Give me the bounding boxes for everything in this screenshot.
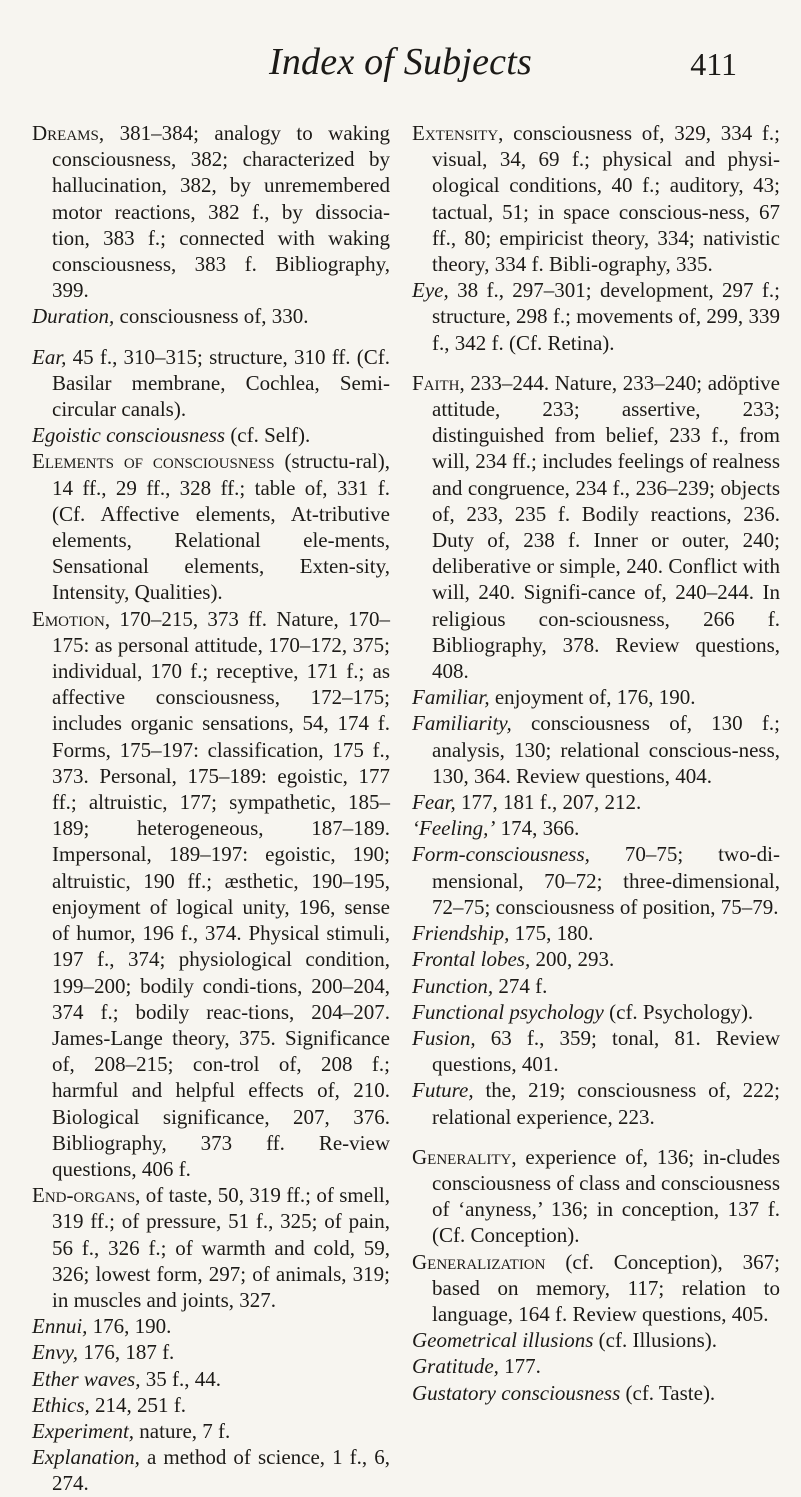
entry-heading: Faith, xyxy=(412,370,465,395)
entry-references: 177. xyxy=(498,1354,541,1379)
index-entry xyxy=(412,841,780,920)
index-entry xyxy=(412,1380,780,1406)
entry-heading: Functional psychology xyxy=(412,999,604,1024)
index-entry xyxy=(412,973,780,999)
entry-references: (structu-ral), 14 ff., 29 ff., 328 ff.; table of, 331 f. (Cf. Affective elements, At-tributive elements, Relational ele-ments, Sensational elements, Exten-sity, Intensity, Qualities). xyxy=(52,449,390,605)
entry-heading: Eye, xyxy=(412,278,449,303)
index-entry xyxy=(412,920,780,946)
entry-heading: Ethics, xyxy=(32,1392,90,1417)
entry-references: 63 f., 359; tonal, 81. Review questions, 401. xyxy=(432,1025,780,1077)
entry-references: (cf. Illusions). xyxy=(593,1328,718,1353)
page-number: 411 xyxy=(690,46,737,82)
index-entry xyxy=(32,448,390,605)
entry-references: 200, 293. xyxy=(530,947,615,972)
index-entry xyxy=(412,120,780,277)
index-entry xyxy=(32,1182,390,1313)
entry-references: 45 f., 310–315; structure, 310 ff. (Cf. Basilar membrane, Cochlea, Semi-circular canals). xyxy=(52,344,390,422)
entry-heading: Duration, xyxy=(32,304,115,329)
entry-heading: Frontal lobes, xyxy=(412,947,531,972)
index-entry xyxy=(412,946,780,972)
entry-references: 174, 366. xyxy=(495,816,580,841)
entry-heading: Dreams, xyxy=(32,121,105,145)
entry-heading: Geometrical illusions xyxy=(412,1328,594,1353)
entry-heading: Elements of consciousness xyxy=(32,449,275,474)
index-entry xyxy=(32,344,390,423)
index-entry xyxy=(32,1418,390,1444)
index-entry xyxy=(412,815,780,841)
index-entry xyxy=(412,1025,780,1077)
right-column xyxy=(412,120,780,1406)
entry-references: 35 f., 44. xyxy=(140,1366,221,1391)
index-entry xyxy=(412,1249,780,1328)
entry-heading: Gratitude, xyxy=(412,1354,499,1379)
entry-heading: End-organs, xyxy=(32,1183,141,1208)
entry-heading: Form-consciousness, xyxy=(412,842,590,867)
entry-references: consciousness of, 329, 334 f.; visual, 34, 69 f.; physical and physi-ological conditions, 40 f.; auditory, 43; tactual, 51; in space conscious-ness, 67 ff., 80; empiricist theory, 334; nativistic theory, 334 f. Bibli-ography, 335. xyxy=(432,121,780,277)
entry-heading: Extensity, xyxy=(412,121,504,145)
index-entry xyxy=(412,1144,780,1249)
running-title: Index of Subjects xyxy=(269,41,532,83)
index-entry xyxy=(412,789,780,815)
entry-heading: Ether waves, xyxy=(32,1366,141,1391)
entry-references: a method of science, 1 f., 6, 274. xyxy=(52,1445,390,1496)
index-entry xyxy=(412,277,780,356)
entry-references: 381–384; analogy to waking consciousness, 382; characterized by hallucination, 382, by unremembered motor reactions, 382 f., by dissocia-tion, 383 f.; connected with waking consciousness, 383 f. Bibliography, 399. xyxy=(52,121,390,303)
entry-references: 175, 180. xyxy=(509,921,594,946)
entry-references: of taste, 50, 319 ff.; of smell, 319 ff.; of pressure, 51 f., 325; of pain, 56 f., 326 f.; of warmth and cold, 59, 326; lowest form, 297; of animals, 319; in muscles and joints, 327. xyxy=(52,1183,390,1312)
entry-references: consciousness of, 130 f.; analysis, 130; relational conscious-ness, 130, 364. Review questions, 404. xyxy=(432,711,780,788)
index-entry xyxy=(32,1313,390,1339)
entry-references: experience of, 136; in-cludes consciousness of class and consciousness of ‘anyness,’ 136; in conception, 137 f. (Cf. Conception). xyxy=(432,1144,780,1248)
index-entry xyxy=(412,999,780,1025)
entry-references: nature, 7 f. xyxy=(134,1418,231,1443)
entry-references: 70–75; two-di-mensional, 70–72; three-dimensional, 72–75; consciousness of position, 75–79. xyxy=(432,842,780,919)
entry-references: the, 219; consciousness of, 222; relational experience, 223. xyxy=(432,1078,780,1129)
entry-references: 177, 181 f., 207, 212. xyxy=(455,790,642,815)
entry-references: consciousness of, 330. xyxy=(114,304,309,329)
index-entry xyxy=(32,1339,390,1365)
index-entry xyxy=(32,1366,390,1392)
page-header xyxy=(0,40,801,100)
index-entry xyxy=(32,120,390,303)
entry-references: 176, 190. xyxy=(87,1314,172,1339)
index-entry xyxy=(412,1077,780,1129)
entry-references: 233–244. Nature, 233–240; adöptive attitude, 233; assertive, 233; distinguished from belief, 233 f., from will, 234 ff.; includes feelings of realness and congruence, 234 f., 236–239; objects of, 233, 235 f. Bodily reactions, 236. Duty of, 238 f. Inner or outer, 240; deliberative or simple, 240. Conflict with will, 240. Signifi-cance of, 240–244. In religious con-sciousness, 266 f. Bibliography, 378. Review questions, 408. xyxy=(432,370,780,684)
entry-heading: Egoistic consciousness xyxy=(32,423,226,448)
index-entry xyxy=(412,684,780,710)
entry-heading: ‘Feeling,’ xyxy=(412,816,496,841)
index-entry xyxy=(32,1444,390,1496)
entry-references: enjoyment of, 176, 190. xyxy=(489,685,696,710)
index-entry xyxy=(412,1327,780,1353)
entry-heading: Future, xyxy=(412,1078,474,1103)
entry-references: 214, 251 f. xyxy=(89,1392,186,1417)
index-entry xyxy=(412,1353,780,1379)
index-entry xyxy=(32,303,390,329)
entry-heading: Experiment, xyxy=(32,1418,135,1443)
entry-heading: Ennui, xyxy=(32,1314,88,1339)
index-entry xyxy=(412,710,780,789)
entry-references: 274 f. xyxy=(493,973,548,998)
entry-references: (cf. Self). xyxy=(225,423,311,448)
left-column xyxy=(32,120,390,1497)
entry-heading: Generality, xyxy=(412,1144,517,1169)
entry-heading: Ear, xyxy=(32,344,67,369)
entry-heading: Fear, xyxy=(412,790,456,815)
entry-heading: Generalization xyxy=(412,1249,546,1274)
entry-references: 38 f., 297–301; development, 297 f.; structure, 298 f.; movements of, 299, 339 f., 342 f. (Cf. Retina). xyxy=(432,278,780,355)
entry-heading: Gustatory consciousness xyxy=(412,1380,621,1405)
index-entry xyxy=(32,422,390,448)
entry-references: 170–215, 373 ff. Nature, 170–175: as personal attitude, 170–172, 375; individual, 170 f.; receptive, 171 f.; as affective consciousness, 172–175; includes organic sensations, 54, 174 f. Forms, 175–197: classification, 175 f., 373. Personal, 175–189: egoistic, 177 ff.; altruistic, 177; sympathetic, 185–189; heterogeneous, 187–189. Impersonal, 189–197: egoistic, 190; altruistic, 190 ff.; æsthetic, 190–195, enjoyment of logical unity, 196, sense of humor, 196 f., 374. Physical stimuli, 197 f., 374; physiological condition, 199–200; bodily condi-tions, 200–204, 374 f.; bodily reac-tions, 204–207. James-Lange theory, 375. Significance of, 208–215; con-trol of, 208 f.; harmful and helpful effects of, 210. Biological significance, 207, 376. Bibliography, 373 ff. Re-view questions, 406 f. xyxy=(52,606,390,1181)
entry-heading: Explanation, xyxy=(32,1445,140,1470)
entry-heading: Emotion, xyxy=(32,606,111,631)
entry-heading: Function, xyxy=(412,973,494,998)
entry-heading: Envy, xyxy=(32,1340,79,1365)
entry-heading: Familiar, xyxy=(412,685,490,710)
entry-references: (cf. Psychology). xyxy=(603,999,754,1024)
index-entry xyxy=(32,606,390,1182)
index-entry xyxy=(412,370,780,684)
entry-heading: Familiarity, xyxy=(412,711,512,736)
entry-references: 176, 187 f. xyxy=(78,1340,175,1365)
entry-heading: Friendship, xyxy=(412,921,510,946)
entry-references: (cf. Taste). xyxy=(620,1380,716,1405)
index-entry xyxy=(32,1392,390,1418)
entry-references: (cf. Conception), 367; based on memory, 117; relation to language, 164 f. Review questions, 405. xyxy=(432,1249,780,1326)
entry-heading: Fusion, xyxy=(412,1025,476,1050)
